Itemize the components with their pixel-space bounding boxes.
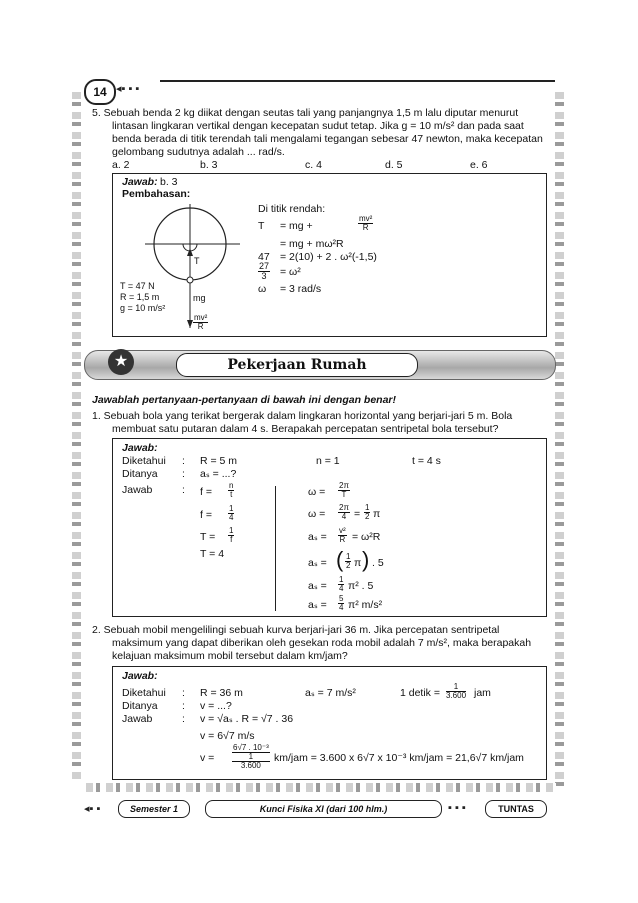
pr1-f1-frac xyxy=(228,482,234,499)
pr2-v3-end: km/jam = 3.600 x 6√7 x 10⁻³ km/jam = 21,6√7 km/jam xyxy=(274,752,524,764)
pr1-T1-num: 1 xyxy=(229,526,234,535)
pr1-as3-frac xyxy=(338,576,344,593)
page-number: 14 xyxy=(84,79,116,105)
question-5-line-3: benda berada di titik terendah tali mengalami tegangan sebesar 47 newton, maka kecepatan xyxy=(112,133,543,145)
top-rule xyxy=(160,80,555,82)
pr1-w1-frac xyxy=(338,482,350,499)
eq1-rhs: = mg + xyxy=(280,220,313,232)
footer-semester: Semester 1 xyxy=(118,800,190,818)
pr1-as1-end: = ω²R xyxy=(352,531,381,543)
pr2-diketahui: Diketahui xyxy=(122,687,166,699)
diagram-gravity-value: g = 10 m/s² xyxy=(120,303,166,313)
pr1-dik-n: n = 1 xyxy=(316,455,340,467)
pr1-w2-den2: 2 xyxy=(365,512,370,521)
footer-left-arrow-icon: ◂▪ ▪ xyxy=(84,803,101,815)
di-titik-rendah: Di titik rendah: xyxy=(258,203,326,215)
question-5-line-1: 5. Sebuah benda 2 kg diikat dengan seutas tali yang panjangnya 1,5 m lalu diputar menurut xyxy=(92,107,519,119)
pr2-detik-frac xyxy=(446,683,466,700)
eq5-rhs: = 3 rad/s xyxy=(280,283,322,295)
eq5-lhs: ω xyxy=(258,283,267,295)
pr1-ditanya-value: aₛ = ...? xyxy=(200,468,237,480)
pr2-ditanya: Ditanya xyxy=(122,700,158,712)
left-border-ornament xyxy=(72,92,81,782)
right-border-ornament xyxy=(555,92,564,792)
section-title: Pekerjaan Rumah xyxy=(176,353,418,377)
pr1-as2-den: 2 xyxy=(346,561,351,570)
pr1-T1-frac xyxy=(228,527,234,544)
diagram-tension-label: T xyxy=(194,256,200,266)
pr1-as2-frac xyxy=(345,553,351,570)
pr1-w1-num: 2π xyxy=(339,481,349,490)
diagram-frac-den: R xyxy=(197,322,204,331)
pr1-w2-mid: = xyxy=(354,508,361,520)
answer-5-value: b. 3 xyxy=(160,176,178,188)
eq1-lhs: T xyxy=(258,220,265,232)
pr1-w2-lhs: ω = xyxy=(308,508,326,520)
star-icon: ★ xyxy=(108,349,134,375)
eq1-fraction xyxy=(358,215,373,232)
pr2-line-3: kelajuan maksimum mobil tersebut dalam km/jam? xyxy=(112,650,348,662)
pr2-v1: v = √aₛ . R = √7 . 36 xyxy=(200,713,294,725)
pr1-colon-1: : xyxy=(182,455,185,467)
pr1-colon-3: : xyxy=(182,484,185,496)
pr2-v3-lhs: v = xyxy=(200,752,215,764)
eq4-rhs: = ω² xyxy=(280,266,301,278)
question-5-line-2: lintasan lingkaran vertikal dengan kecepatan sudut tetap. Jika g = 10 m/s² dan pada saat xyxy=(112,120,524,132)
pr1-as4-end: π² m/s² xyxy=(348,599,383,611)
pr1-as1-lhs: aₛ = xyxy=(308,531,327,543)
pr1-as3-lhs: aₛ = xyxy=(308,580,327,592)
pr2-detik-den: 3.600 xyxy=(446,691,467,700)
pr1-w2-end: π xyxy=(373,508,381,520)
option-b: b. 3 xyxy=(200,159,218,171)
option-d: d. 5 xyxy=(385,159,403,171)
pr1-as2-paren-open: ( xyxy=(336,547,344,572)
pembahasan-label: Pembahasan: xyxy=(122,188,191,200)
pr1-line-1: 1. Sebuah bola yang terikat bergerak dalam lingkaran horizontal yang berjari-jari 5 m. Bola xyxy=(92,410,513,422)
pr2-jawab: Jawab xyxy=(122,713,153,725)
pr1-as4-frac xyxy=(338,595,344,612)
pr2-dik-detik: 1 detik = xyxy=(400,687,440,699)
pr2-v3-num2: 1 xyxy=(232,753,270,762)
pr1-as3-den: 4 xyxy=(339,584,344,593)
pr2-dik-R: R = 36 m xyxy=(200,687,243,699)
pr1-as3-num: 1 xyxy=(339,575,344,584)
pr1-as4-lhs: aₛ = xyxy=(308,599,327,611)
eq1-frac-num: mv² xyxy=(359,214,373,223)
eq3-rhs: = 2(10) + 2 . ω²(-1,5) xyxy=(280,251,377,263)
pr1-as1-frac xyxy=(338,527,347,544)
pr1-w2-den: 4 xyxy=(341,512,347,521)
pr1-as1-den: R xyxy=(339,535,346,544)
pr2-colon-1: : xyxy=(182,687,185,699)
pr1-w1-lhs: ω = xyxy=(308,486,326,498)
pr1-w1-den: T xyxy=(341,490,347,499)
pr2-colon-3: : xyxy=(182,713,185,725)
pr2-v3-num: 6√7 . 10⁻³ xyxy=(233,743,269,752)
question-5-line-4: gelombang sudutnya adalah ... rad/s. xyxy=(112,146,285,158)
pr1-as2-lhs: aₛ = xyxy=(308,557,327,569)
diagram-frac-num: mv² xyxy=(194,313,208,322)
answer-5-label: Jawab: xyxy=(122,176,158,188)
footer-tuntas: TUNTAS xyxy=(485,800,547,818)
eq4-den: 3 xyxy=(261,271,267,281)
pr1-f2-num: 1 xyxy=(229,504,234,513)
pr2-v3-frac xyxy=(232,744,270,770)
pr1-f2-frac xyxy=(228,505,234,522)
eq4-num: 27 xyxy=(259,261,270,271)
diagram-radius-value: R = 1,5 m xyxy=(120,292,160,302)
pr2-v3-den: 3.600 xyxy=(240,761,261,770)
footer-book-title: Kunci Fisika XI (dari 100 hlm.) xyxy=(205,800,442,818)
pr1-as2-end: . 5 xyxy=(372,557,384,569)
pr2-ditanya-value: v = ...? xyxy=(200,700,232,712)
pr1-T2: T = 4 xyxy=(200,548,225,560)
eq2: = mg + mω²R xyxy=(280,238,344,250)
pr2-colon-2: : xyxy=(182,700,185,712)
pr1-T1-den: f xyxy=(230,535,233,544)
pr1-as4-den: 4 xyxy=(339,603,344,612)
pr1-w2-frac2 xyxy=(364,504,370,521)
pr2-v2: v = 6√7 m/s xyxy=(200,730,255,742)
eq4-fraction xyxy=(258,262,270,281)
pr1-w2-num: 2π xyxy=(339,503,349,512)
pr1-w2-num2: 1 xyxy=(365,503,370,512)
pr2-line-2: maksimum yang dapat diberikan oleh gesekan roda mobil adalah 7 m/s², maka berapakah xyxy=(112,637,532,649)
pr1-as2-num: 1 xyxy=(346,552,351,561)
pr1-divider xyxy=(275,486,276,611)
pr1-w2-frac xyxy=(338,504,350,521)
pr1-as1-num: v² xyxy=(339,526,346,535)
diagram-centripetal-fraction xyxy=(193,314,208,331)
option-a: a. 2 xyxy=(112,159,130,171)
pr1-dik-R: R = 5 m xyxy=(200,455,238,467)
eq1-frac-den: R xyxy=(362,223,369,232)
pr1-jawab-label: Jawab: xyxy=(122,442,158,454)
eq3-lhs: 47 xyxy=(258,251,270,263)
pr1-line-2: membuat satu putaran dalam 4 s. Berapakah percepatan sentripetal bola tersebut? xyxy=(112,423,499,435)
pr1-colon-2: : xyxy=(182,468,185,480)
diagram-tension-value: T = 47 N xyxy=(120,281,155,291)
diagram-mg-label: mg xyxy=(193,293,206,303)
pr1-f1-num: n xyxy=(229,481,234,490)
pr1-as3-end: π² . 5 xyxy=(348,580,374,592)
pr1-jawab: Jawab xyxy=(122,484,153,496)
pr1-T1-lhs: T = xyxy=(200,531,216,543)
pr1-f1-lhs: f = xyxy=(200,486,212,498)
pr1-f2-lhs: f = xyxy=(200,509,212,521)
option-c: c. 4 xyxy=(305,159,322,171)
pr2-line-1: 2. Sebuah mobil mengelilingi sebuah kurva berjari-jari 36 m. Jika percepatan sentripetal xyxy=(92,624,500,636)
pr1-f1-den: t xyxy=(230,490,233,499)
option-e: e. 6 xyxy=(470,159,488,171)
pr1-as2-paren-close: ) xyxy=(362,547,370,572)
pr1-as2-pi: π xyxy=(354,557,362,569)
pr1-ditanya: Ditanya xyxy=(122,468,158,480)
pr2-detik-end: jam xyxy=(474,687,491,699)
footer-right-dots-icon: ▪ ▪ ▪ xyxy=(448,802,466,814)
pr2-dik-as: aₛ = 7 m/s² xyxy=(305,687,356,699)
pr1-f2-den: 4 xyxy=(229,513,234,522)
pr1-dik-t: t = 4 s xyxy=(412,455,441,467)
pr1-as4-num: 5 xyxy=(339,594,344,603)
pr2-detik-num: 1 xyxy=(446,683,466,692)
instruction: Jawablah pertanyaan-pertanyaan di bawah ini dengan benar! xyxy=(92,394,396,406)
pr2-jawab-label: Jawab: xyxy=(122,670,158,682)
left-arrow-icon: ◂▪ ▪ ▪ xyxy=(116,83,140,95)
pr1-diketahui: Diketahui xyxy=(122,455,166,467)
bottom-border-ornament xyxy=(86,783,556,792)
section-banner xyxy=(84,346,554,382)
